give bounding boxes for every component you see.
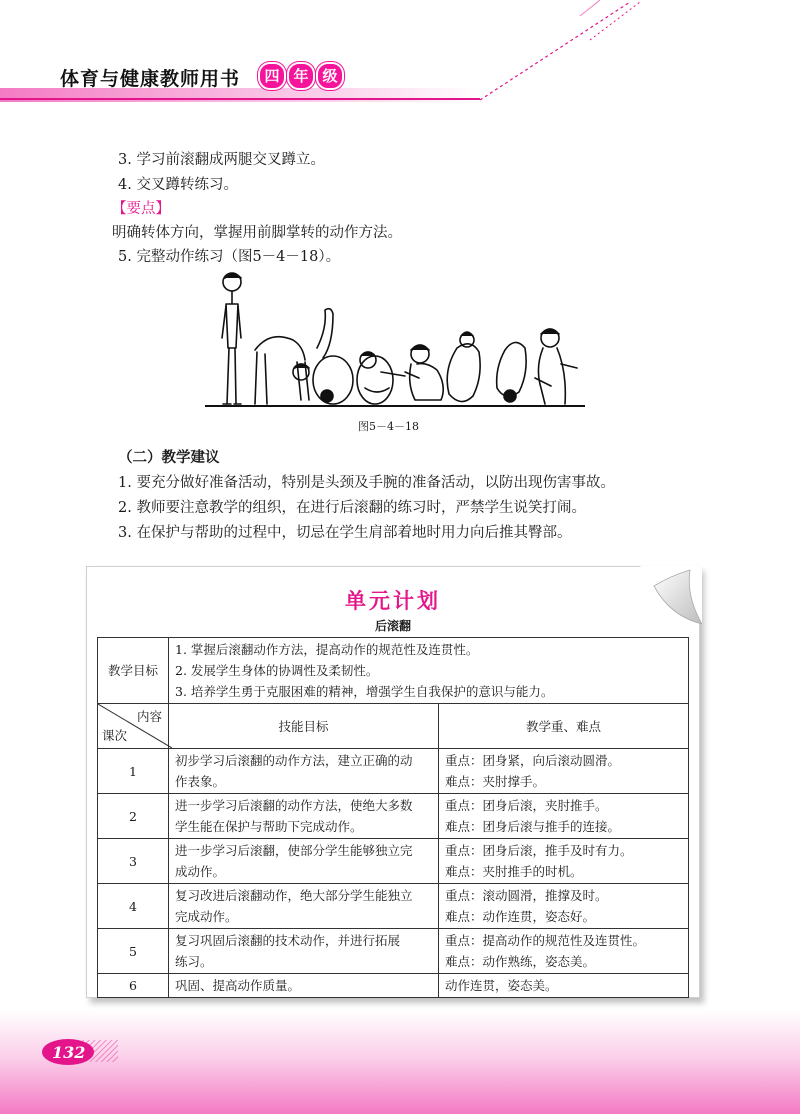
- diag-bottom-label: 课次: [102, 728, 128, 743]
- skill-line: 成动作。: [175, 864, 226, 879]
- skill-line: 巩固、提高动作质量。: [175, 978, 301, 993]
- key-cell: [439, 929, 689, 974]
- skill-line: 初步学习后滚翻的动作方法，建立正确的动: [175, 753, 413, 768]
- step-5: 5. 完整动作练习（图5－4－18）。: [118, 249, 341, 265]
- skill-line: 作表象。: [175, 774, 226, 789]
- page-number: 132: [52, 1043, 86, 1062]
- key-line: 重点：团身后滚，推手及时有力。: [445, 843, 633, 858]
- key-line: 难点：动作连贯，姿态好。: [445, 909, 596, 924]
- skill-cell: [169, 839, 439, 884]
- key-line: 重点：团身后滚，夹肘推手。: [445, 798, 608, 813]
- skill-line: 进一步学习后滚翻，使部分学生能够独立完: [175, 843, 413, 858]
- skill-line: 学生能在保护与帮助下完成动作。: [175, 819, 363, 834]
- diagonal-header-cell: [98, 704, 169, 749]
- skill-line: 练习。: [175, 954, 213, 969]
- key-cell: [439, 974, 689, 998]
- key-line: 重点：团身紧，向后滚动圆滑。: [445, 753, 621, 768]
- table-row: [98, 749, 689, 794]
- key-line: 难点：夹肘推手的时机。: [445, 864, 583, 879]
- lesson-number: 3: [98, 839, 169, 884]
- step-4: 4. 交叉蹲转练习。: [118, 177, 238, 193]
- skill-cell: [169, 974, 439, 998]
- key-line: 难点：动作熟练，姿态美。: [445, 954, 596, 969]
- tip-1: 1. 要充分做好准备活动，特别是头颈及手腕的准备活动，以防出现伤害事故。: [118, 475, 615, 491]
- key-cell: [439, 794, 689, 839]
- key-cell: [439, 884, 689, 929]
- lesson-number: 4: [98, 884, 169, 929]
- unit-plan-table: [97, 637, 689, 998]
- header-decoration: [0, 0, 800, 110]
- skill-line: 复习改进后滚翻动作，绝大部分学生能独立: [175, 888, 413, 903]
- unit-plan-subtitle: 后滚翻: [374, 619, 411, 633]
- skill-line: 进一步学习后滚翻的动作方法，使绝大多数: [175, 798, 413, 813]
- key-line: 重点：滚动圆滑，推撑及时。: [445, 888, 608, 903]
- skill-cell: [169, 884, 439, 929]
- key-text: 明确转体方向，掌握用前脚掌转的动作方法。: [112, 225, 402, 241]
- grade-char: 四: [258, 62, 286, 90]
- page-curl-decoration: [640, 566, 702, 626]
- footer-decoration: [0, 1010, 800, 1114]
- tip-3: 3. 在保护与帮助的过程中，切忌在学生肩部着地时用力向后推其臀部。: [118, 525, 572, 541]
- objective-item: 1. 掌握后滚翻动作方法，提高动作的规范性及连贯性。: [175, 642, 479, 657]
- key-line: 重点：提高动作的规范性及连贯性。: [445, 933, 646, 948]
- objectives-cell: [169, 638, 689, 704]
- lesson-number: 2: [98, 794, 169, 839]
- table-header-row: [98, 704, 689, 749]
- col-header-key: 教学重、难点: [439, 704, 689, 749]
- key-cell: [439, 749, 689, 794]
- objectives-row: [98, 638, 689, 704]
- key-label: 【要点】: [112, 201, 170, 217]
- grade-char: 级: [316, 62, 344, 90]
- unit-plan-title: 单元计划: [345, 589, 441, 613]
- objectives-label: 教学目标: [98, 638, 169, 704]
- skill-cell: [169, 749, 439, 794]
- diag-top-label: 内容: [136, 709, 162, 724]
- skill-line: 复习巩固后滚翻的技术动作，并进行拓展: [175, 933, 401, 948]
- table-row: [98, 839, 689, 884]
- key-line: 难点：团身后滚与推手的连接。: [445, 819, 621, 834]
- unit-plan-card: [86, 566, 700, 998]
- table-row: [98, 794, 689, 839]
- table-row: [98, 884, 689, 929]
- lesson-number: 1: [98, 749, 169, 794]
- table-row: [98, 974, 689, 998]
- key-line: 动作连贯，姿态美。: [445, 978, 558, 993]
- lesson-number: 5: [98, 929, 169, 974]
- objective-item: 3. 培养学生勇于克服困难的精神，增强学生自我保护的意识与能力。: [175, 684, 554, 699]
- section-title: （二）教学建议: [118, 450, 220, 466]
- step-3: 3. 学习前滚翻成两腿交叉蹲立。: [118, 152, 325, 168]
- book-title: 体育与健康教师用书: [60, 68, 241, 90]
- skill-cell: [169, 794, 439, 839]
- roll-sequence-figure: [205, 268, 585, 413]
- tip-2: 2. 教师要注意教学的组织，在进行后滚翻的练习时，严禁学生说笑打闹。: [118, 500, 586, 516]
- objective-item: 2. 发展学生身体的协调性及柔韧性。: [175, 663, 379, 678]
- skill-cell: [169, 929, 439, 974]
- table-row: [98, 929, 689, 974]
- figure-caption: 图5－4－18: [358, 420, 419, 433]
- skill-line: 完成动作。: [175, 909, 238, 924]
- key-cell: [439, 839, 689, 884]
- grade-char: 年: [287, 62, 315, 90]
- key-line: 难点：夹肘撑手。: [445, 774, 546, 789]
- col-header-skill: 技能目标: [169, 704, 439, 749]
- lesson-number: 6: [98, 974, 169, 998]
- grade-badge: [258, 62, 344, 90]
